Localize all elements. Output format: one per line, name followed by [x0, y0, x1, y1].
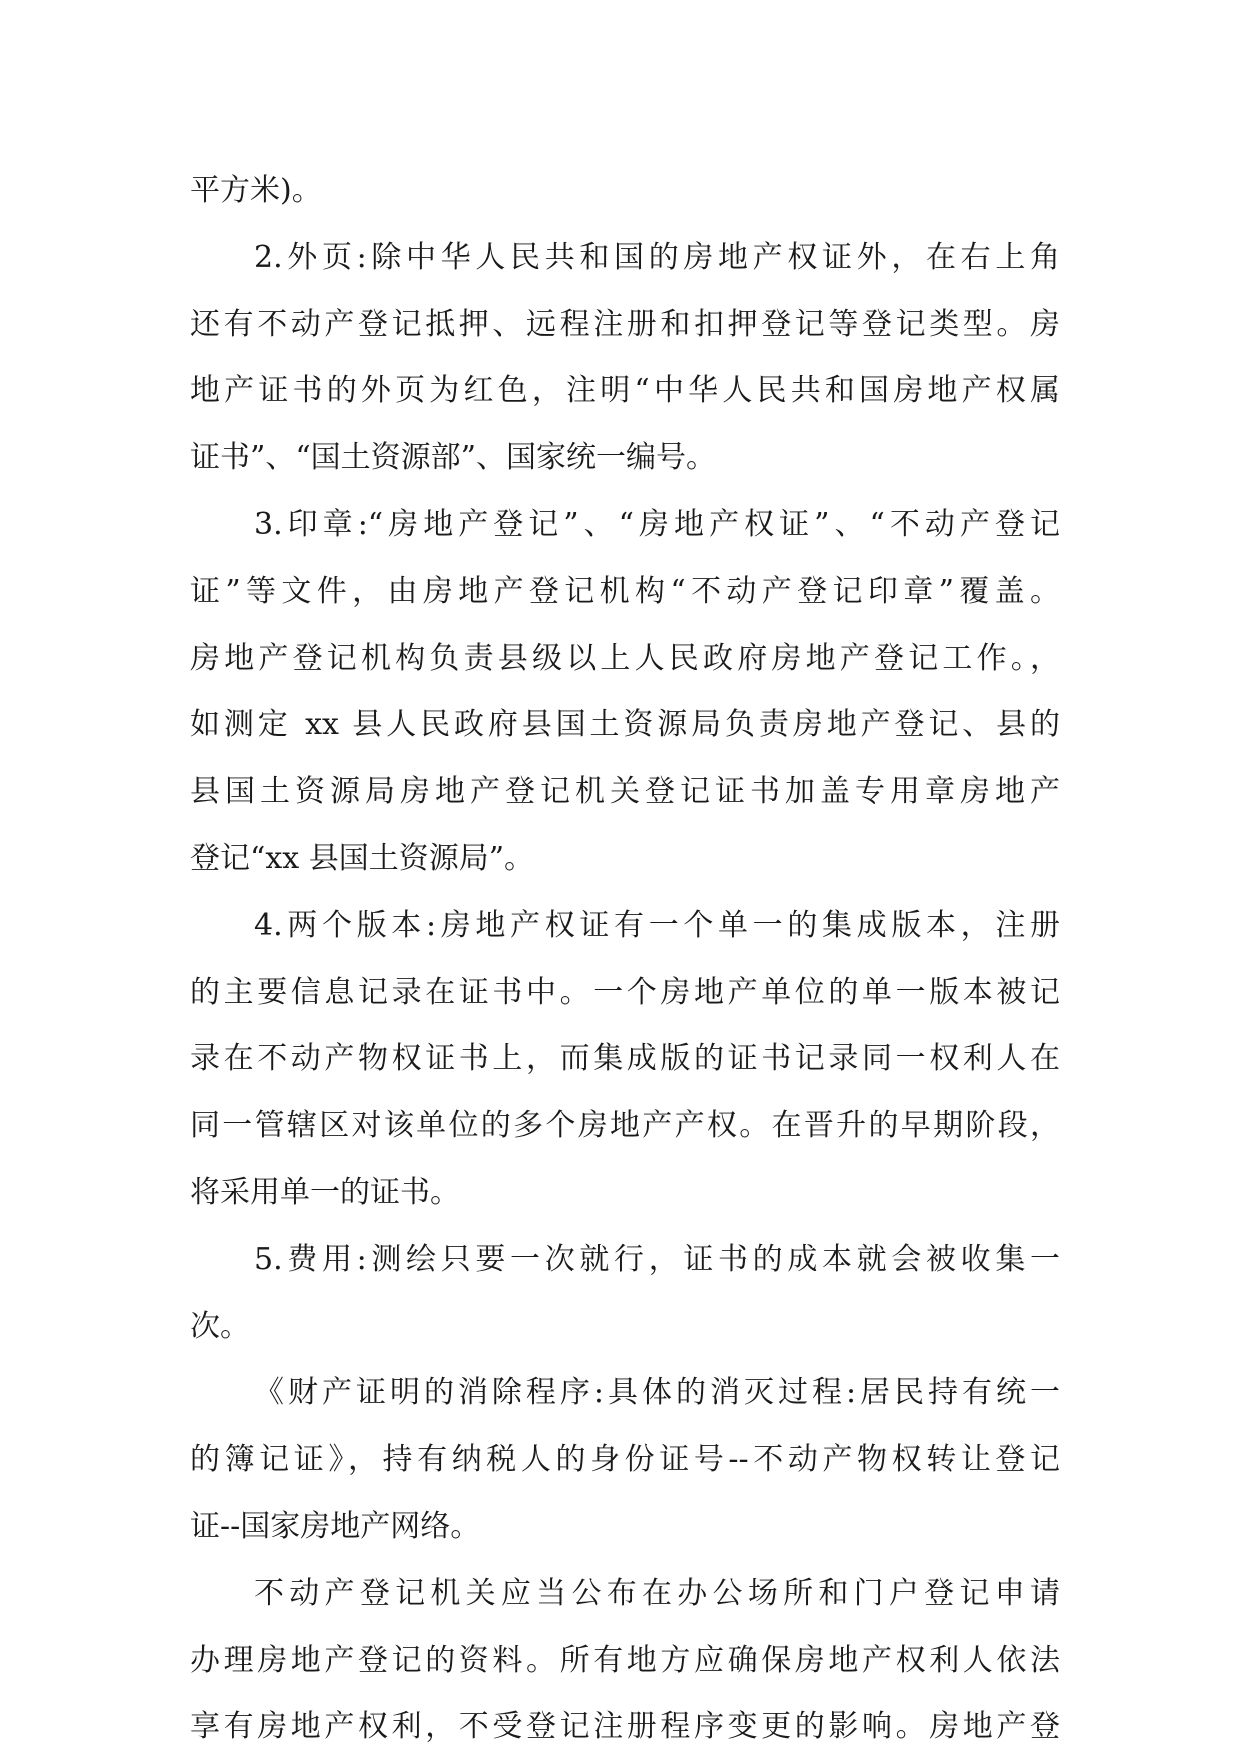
text-line: 还有不动产登记抵押、远程注册和扣押登记等登记类型。房 — [190, 306, 1060, 342]
text-line: 《财产证明的消除程序:具体的消灭过程:居民持有统一 — [254, 1375, 1060, 1411]
text-line: 证--国家房地产网络。 — [190, 1508, 481, 1544]
text-line: 的主要信息记录在证书中。一个房地产单位的单一版本被记 — [190, 974, 1060, 1010]
text-line: 办理房地产登记的资料。所有地方应确保房地产权利人依法 — [190, 1642, 1060, 1678]
text-line: 房地产登记机构负责县级以上人民政府房地产登记工作。， — [190, 640, 1060, 676]
text-line: 3.印章:“房地产登记”、“房地产权证”、“不动产登记 — [254, 506, 1060, 542]
text-line: 证”等文件，由房地产登记机构“不动产登记印章”覆盖。 — [190, 573, 1060, 609]
text-line: 次。 — [190, 1308, 250, 1344]
body-text — [190, 158, 1060, 1761]
text-line: 的簿记证》，持有纳税人的身份证号--不动产物权转让登记 — [190, 1442, 1060, 1478]
text-line: 地产证书的外页为红色，注明“中华人民共和国房地产权属 — [190, 373, 1060, 409]
text-line: 平方米)。 — [190, 173, 322, 208]
text-line: 录在不动产物权证书上，而集成版的证书记录同一权利人在 — [190, 1041, 1060, 1077]
text-line: 2.外页:除中华人民共和国的房地产权证外，在右上角 — [254, 239, 1060, 275]
text-line: 5.费用:测绘只要一次就行，证书的成本就会被收集一 — [254, 1241, 1060, 1277]
text-line: 享有房地产权利，不受登记注册程序变更的影响。房地产登 — [190, 1709, 1060, 1745]
text-line: 同一管辖区对该单位的多个房地产产权。在晋升的早期阶段， — [190, 1108, 1060, 1144]
text-line: 证书”、“国土资源部”、国家统一编号。 — [190, 440, 717, 476]
text-line: 登记“xx 县国土资源局”。 — [190, 840, 535, 876]
text-line: 4.两个版本:房地产权证有一个单一的集成版本，注册 — [254, 907, 1060, 943]
text-line: 如测定 xx 县人民政府县国土资源局负责房地产登记、县的 — [190, 707, 1060, 743]
text-line: 不动产登记机关应当公布在办公场所和门户登记申请 — [254, 1575, 1060, 1611]
text-line: 县国土资源局房地产登记机关登记证书加盖专用章房地产 — [190, 774, 1060, 810]
text-line: 将采用单一的证书。 — [190, 1174, 460, 1210]
